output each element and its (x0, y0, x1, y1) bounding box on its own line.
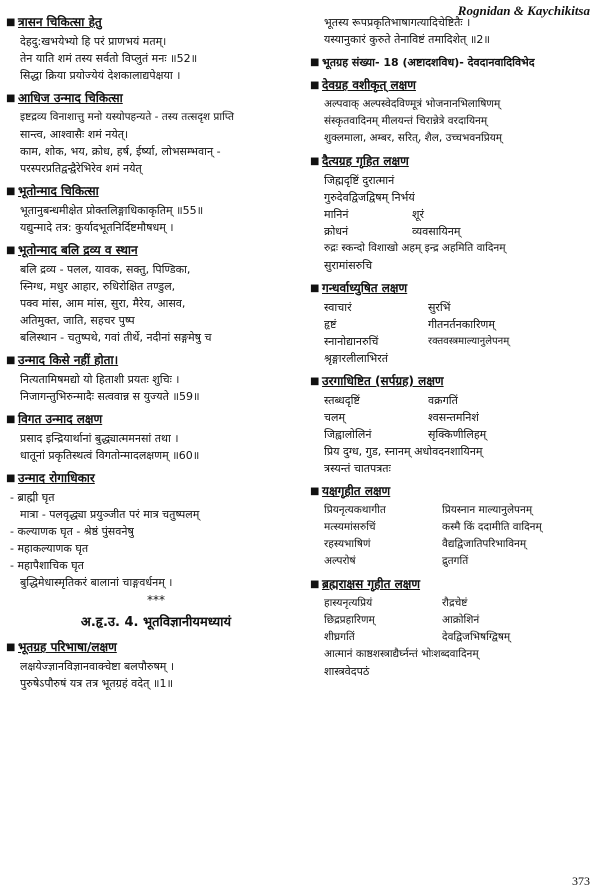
verse-line: निजागन्तुभिरुन्मादैः सत्ववान्न स युज्यते ॥59॥ (20, 390, 200, 403)
verse-line: सिद्धा क्रिया प्रयोज्येयं देशकालाद्यपेक्षया । (20, 69, 181, 82)
trait: प्रियस्नान माल्यानुलेपनम् (442, 504, 533, 516)
chapter-title: अ.हृ.उ. 4. भूतविज्ञानीयमध्यायं (80, 615, 232, 630)
section-heading (6, 352, 306, 369)
trait: चलम् (324, 411, 346, 424)
section-yakshagrah (310, 483, 598, 570)
verse-line: पुरुषेऽपौरुषं यत्र तत्र भूतग्रहं वदेत् ॥1॥ (20, 677, 174, 690)
trait: स्वाचारं (324, 301, 352, 314)
verse-line: गुरुदेवद्विजद्विषम् निर्भयं (324, 191, 415, 204)
verse-line: धातूनां प्रकृतिस्थत्वं विगतोन्मादलक्षणम् ॥60॥ (20, 449, 200, 462)
bullet-icon: ■ (6, 414, 16, 425)
heading-text: भूतोन्माद बलि द्रव्य व स्थान (18, 243, 138, 257)
verse-line: यस्यानुकारं कुरुते तेनाविष्टं तमादिशेत् ॥2॥ (324, 33, 490, 46)
bullet-icon: ■ (310, 376, 320, 387)
section-heading (6, 470, 306, 487)
section-gandharva (310, 280, 598, 367)
heading-text: ब्रह्मराक्षस गृहीत लक्षण (322, 577, 421, 591)
section-brahmarakshas (310, 576, 598, 680)
trait-grid (310, 392, 598, 443)
trait: व्यवसायिनम् (412, 225, 461, 238)
section-heading (6, 242, 306, 259)
trait: श्वसन्तमनिशं (428, 411, 479, 424)
heading-text: त्रासन चिकित्सा हेतु (18, 15, 102, 29)
trait-grid (310, 595, 598, 646)
running-head: Rognidan & Kaychikitsa (457, 3, 590, 18)
bullet-icon: ■ (310, 486, 320, 497)
heading-text: दैत्यग्रह गृहित लक्षण (322, 154, 409, 168)
section-unmad-rogadhikar (6, 470, 306, 607)
trait: द्रुतगतिं (442, 555, 469, 567)
verse-line: मात्रा - पलवृद्ध्या प्रयुञ्जीत परं मात्र चतुष्पलम् (20, 508, 200, 521)
verse-line: पक्व मांस, आम मांस, सुरा, मैरेय, आसव, (20, 297, 186, 310)
heading-text: भूतग्रह संख्या- 18 (अष्टादशविध)- देवदानवादिविभेद (322, 56, 535, 69)
verse-line: परस्परप्रतिद्वन्द्वैरेभिरेव शमं नयेत् (20, 162, 142, 175)
heading-text: उन्माद किसे नहीं होता। (18, 353, 119, 367)
verse-line: यद्युन्मादे तत्र: कुर्यादभूतनिर्दिष्टमौषधम् । (20, 221, 174, 234)
bullet-icon: ■ (310, 80, 320, 91)
verse-line: बलिस्थान - चतुष्पथे, गवां तीर्थे, नदीनां सङ्गमेषु च (20, 331, 212, 344)
section-daityagrah (310, 153, 598, 274)
trait-grid (310, 502, 598, 570)
trait: सृक्किणीलिहम् (428, 428, 487, 441)
bullet-icon: ■ (6, 245, 16, 256)
section-heading (310, 280, 598, 297)
bullet-icon: ■ (6, 473, 16, 484)
trait: मानिनं (324, 208, 349, 221)
verse-line: स्निग्ध, मधुर आहार, रुधिरोक्षित तण्डुल, (20, 280, 176, 293)
section-uraggrah (310, 373, 598, 477)
heading-text: देवग्रह वशीकृत् लक्षण (322, 78, 416, 92)
verse-line: भूतस्य रूपप्रकृतिभाषागत्यादिचेष्टितैः । (324, 16, 471, 29)
section-unmad-nahi (6, 352, 306, 405)
verse-line: अल्पवाक् अल्पस्वेदविण्मूत्रं भोजनानभिलाषिणम् (324, 98, 501, 110)
verse-line: इष्टद्रव्य विनाशात्तु मनो यस्योपहन्यते - तस्य तत्सदृश प्राप्ति (20, 111, 235, 123)
verse-line: सुरामांसरुचि (324, 259, 373, 272)
verse-line: भूतानुबन्धमीक्षेत प्रोक्तलिङ्गाधिकाकृतिम् ॥55॥ (20, 204, 204, 217)
verse-line: संस्कृतवादिनम् मीलयन्तं चिरान्नेत्रे वरदायिनम् (324, 115, 488, 127)
bullet-icon: ■ (310, 57, 320, 68)
section-bhutgrah-paribhasha (6, 639, 306, 692)
section-heading (310, 483, 598, 500)
heading-text: उन्माद रोगाधिकार (18, 471, 95, 485)
trait: हृष्टं (324, 318, 337, 331)
list-item: - कल्याणक घृत - श्रेष्ठं पुंसवनेषु (10, 525, 134, 538)
trait: वैद्यद्विजातिपरिभाविनम् (442, 538, 527, 550)
verse-line: आत्मानं काष्ठशस्त्राद्यैर्घ्नन्तं भोःशब्दवादिनम् (324, 648, 479, 660)
heading-text: यक्षगृहीत लक्षण (322, 484, 391, 498)
bullet-icon: ■ (6, 186, 16, 197)
heading-text: विगत उन्माद लक्षण (18, 412, 103, 426)
trait: मत्स्यमांसरुचिं (324, 521, 376, 533)
trait: हास्यनृत्यप्रियं (324, 597, 373, 609)
verse-line: देहदु:खभयेभ्यो हि परं प्राणभयं मतम्। (20, 35, 167, 48)
verse-line: बलि द्रव्य - पलल, यावक, सक्तु, पिण्डिका, (20, 263, 191, 276)
section-heading (6, 639, 306, 656)
bullet-icon: ■ (310, 156, 320, 167)
intro-verse (310, 14, 598, 48)
section-bali-dravya (6, 242, 306, 346)
verse-line: प्रिय दुग्ध, गुड, स्नानम् अधोवदनशायिनम् (324, 445, 483, 458)
trait: कस्मै किं ददामीति वादिनम् (442, 521, 542, 533)
verse-line: जिह्मदृष्टिं दुरात्मानं (324, 174, 395, 187)
list-item: - ब्राह्मी घृत (10, 491, 55, 504)
section-heading (6, 411, 306, 428)
trait: जिह्वालोलिनं (324, 428, 372, 441)
section-trasan-chikitsa (6, 14, 306, 84)
bullet-icon: ■ (310, 283, 320, 294)
verse-line: तेन याति शमं तस्य सर्वतो विप्लुतं मनः ॥52॥ (20, 52, 198, 65)
heading-text: गन्धर्वाध्युषित लक्षण (322, 281, 408, 295)
bullet-icon: ■ (6, 642, 16, 653)
section-heading (310, 54, 598, 71)
bullet-icon: ■ (6, 93, 16, 104)
section-heading (6, 90, 306, 107)
trait: अल्परोषं (324, 555, 356, 567)
bullet-icon: ■ (310, 579, 320, 590)
section-bhutgrah-sankhya (310, 54, 598, 71)
verse-line: शुक्लमाला, अम्बर, सरित्, शैल, उच्चभवनप्रियम् (324, 132, 503, 144)
trait: वक्रगतिं (428, 394, 458, 407)
trait: क्रोधनं (324, 225, 349, 238)
verse-line: श्रृङ्गारलीलाभिरतं (324, 352, 389, 365)
trait: शूरं (412, 208, 424, 221)
section-heading (310, 576, 598, 593)
trait-grid (310, 206, 598, 240)
verse-line: प्रसाद इन्द्रियार्थानां बुद्ध्यात्ममनसां तथा । (20, 432, 179, 445)
trait: शीघ्रगतिं (324, 631, 355, 643)
trait-grid (310, 299, 598, 350)
trait: रक्तवस्त्रमाल्यानुलेपनम् (428, 336, 510, 347)
section-heading (310, 153, 598, 170)
section-bhutonmad-chikitsa (6, 183, 306, 236)
bullet-icon: ■ (6, 355, 16, 366)
verse-line: शास्त्रवेदपठं (324, 665, 370, 678)
list-item: - महाकल्याणक घृत (10, 542, 89, 555)
trait: प्रियनृत्यकथागीत (324, 504, 386, 516)
heading-text: भूतग्रह परिभाषा/लक्षण (18, 640, 117, 654)
section-vigat-unmad (6, 411, 306, 464)
section-heading (310, 373, 598, 390)
trait: आक्रोशिनं (442, 614, 480, 626)
section-devgrah (310, 77, 598, 147)
right-column (310, 14, 598, 686)
verse-line: सान्त्व, आश्वासैः शमं नयेत्। (20, 128, 129, 141)
heading-text: उरगाधिष्टित (सर्पग्रह) लक्षण (322, 374, 444, 388)
verse-line: बुद्धिमेधास्मृतिकरं बालानां चाङ्गवर्धनम् । (20, 576, 173, 589)
trait: स्तब्धदृष्टिं (324, 394, 360, 407)
verse-line: त्रस्यन्तं चातपत्रतः (324, 462, 391, 475)
section-heading (6, 14, 306, 31)
verse-line: रुद्रः स्कन्दो विशाखो अहम् इन्द्र अहमिति वादिनम् (324, 242, 506, 254)
trait: सुरभिं (428, 301, 451, 314)
separator: *** (147, 593, 165, 607)
trait: रहस्यभाषिणं (324, 538, 371, 550)
trait: गीतनर्तनकारिणम् (428, 318, 495, 331)
verse-line: नित्यतामिषमद्यो यो हिताशी प्रयतः शुचिः । (20, 373, 180, 386)
trait: छिद्रप्रहारिणम् (324, 614, 375, 626)
verse-line: लक्षयेज्ज्ञानविज्ञानवाक्चेष्टा बलपौरुषम् । (20, 660, 175, 673)
left-column (6, 14, 306, 698)
trait: देवद्विजभिषग्द्विषम् (442, 631, 511, 643)
verse-line: काम, शोक, भय, क्रोध, हर्ष, ईर्ष्या, लोभसम्भवान् - (20, 145, 221, 158)
heading-text: आधिज उन्माद चिकित्सा (18, 91, 123, 105)
page-number: 373 (572, 874, 590, 888)
trait: स्नानोद्यानरुचिं (324, 335, 379, 348)
section-heading (310, 77, 598, 94)
list-item: - महापैशाचिक घृत (10, 559, 84, 572)
section-heading (6, 183, 306, 200)
section-aadhij-unmad (6, 90, 306, 177)
verse-line: अतिमुक्त, जाति, सहचर पुष्प (20, 314, 135, 327)
heading-text: भूतोन्माद चिकित्सा (18, 184, 99, 198)
trait: रौद्रचेष्टं (442, 597, 468, 609)
bullet-icon: ■ (6, 17, 16, 28)
